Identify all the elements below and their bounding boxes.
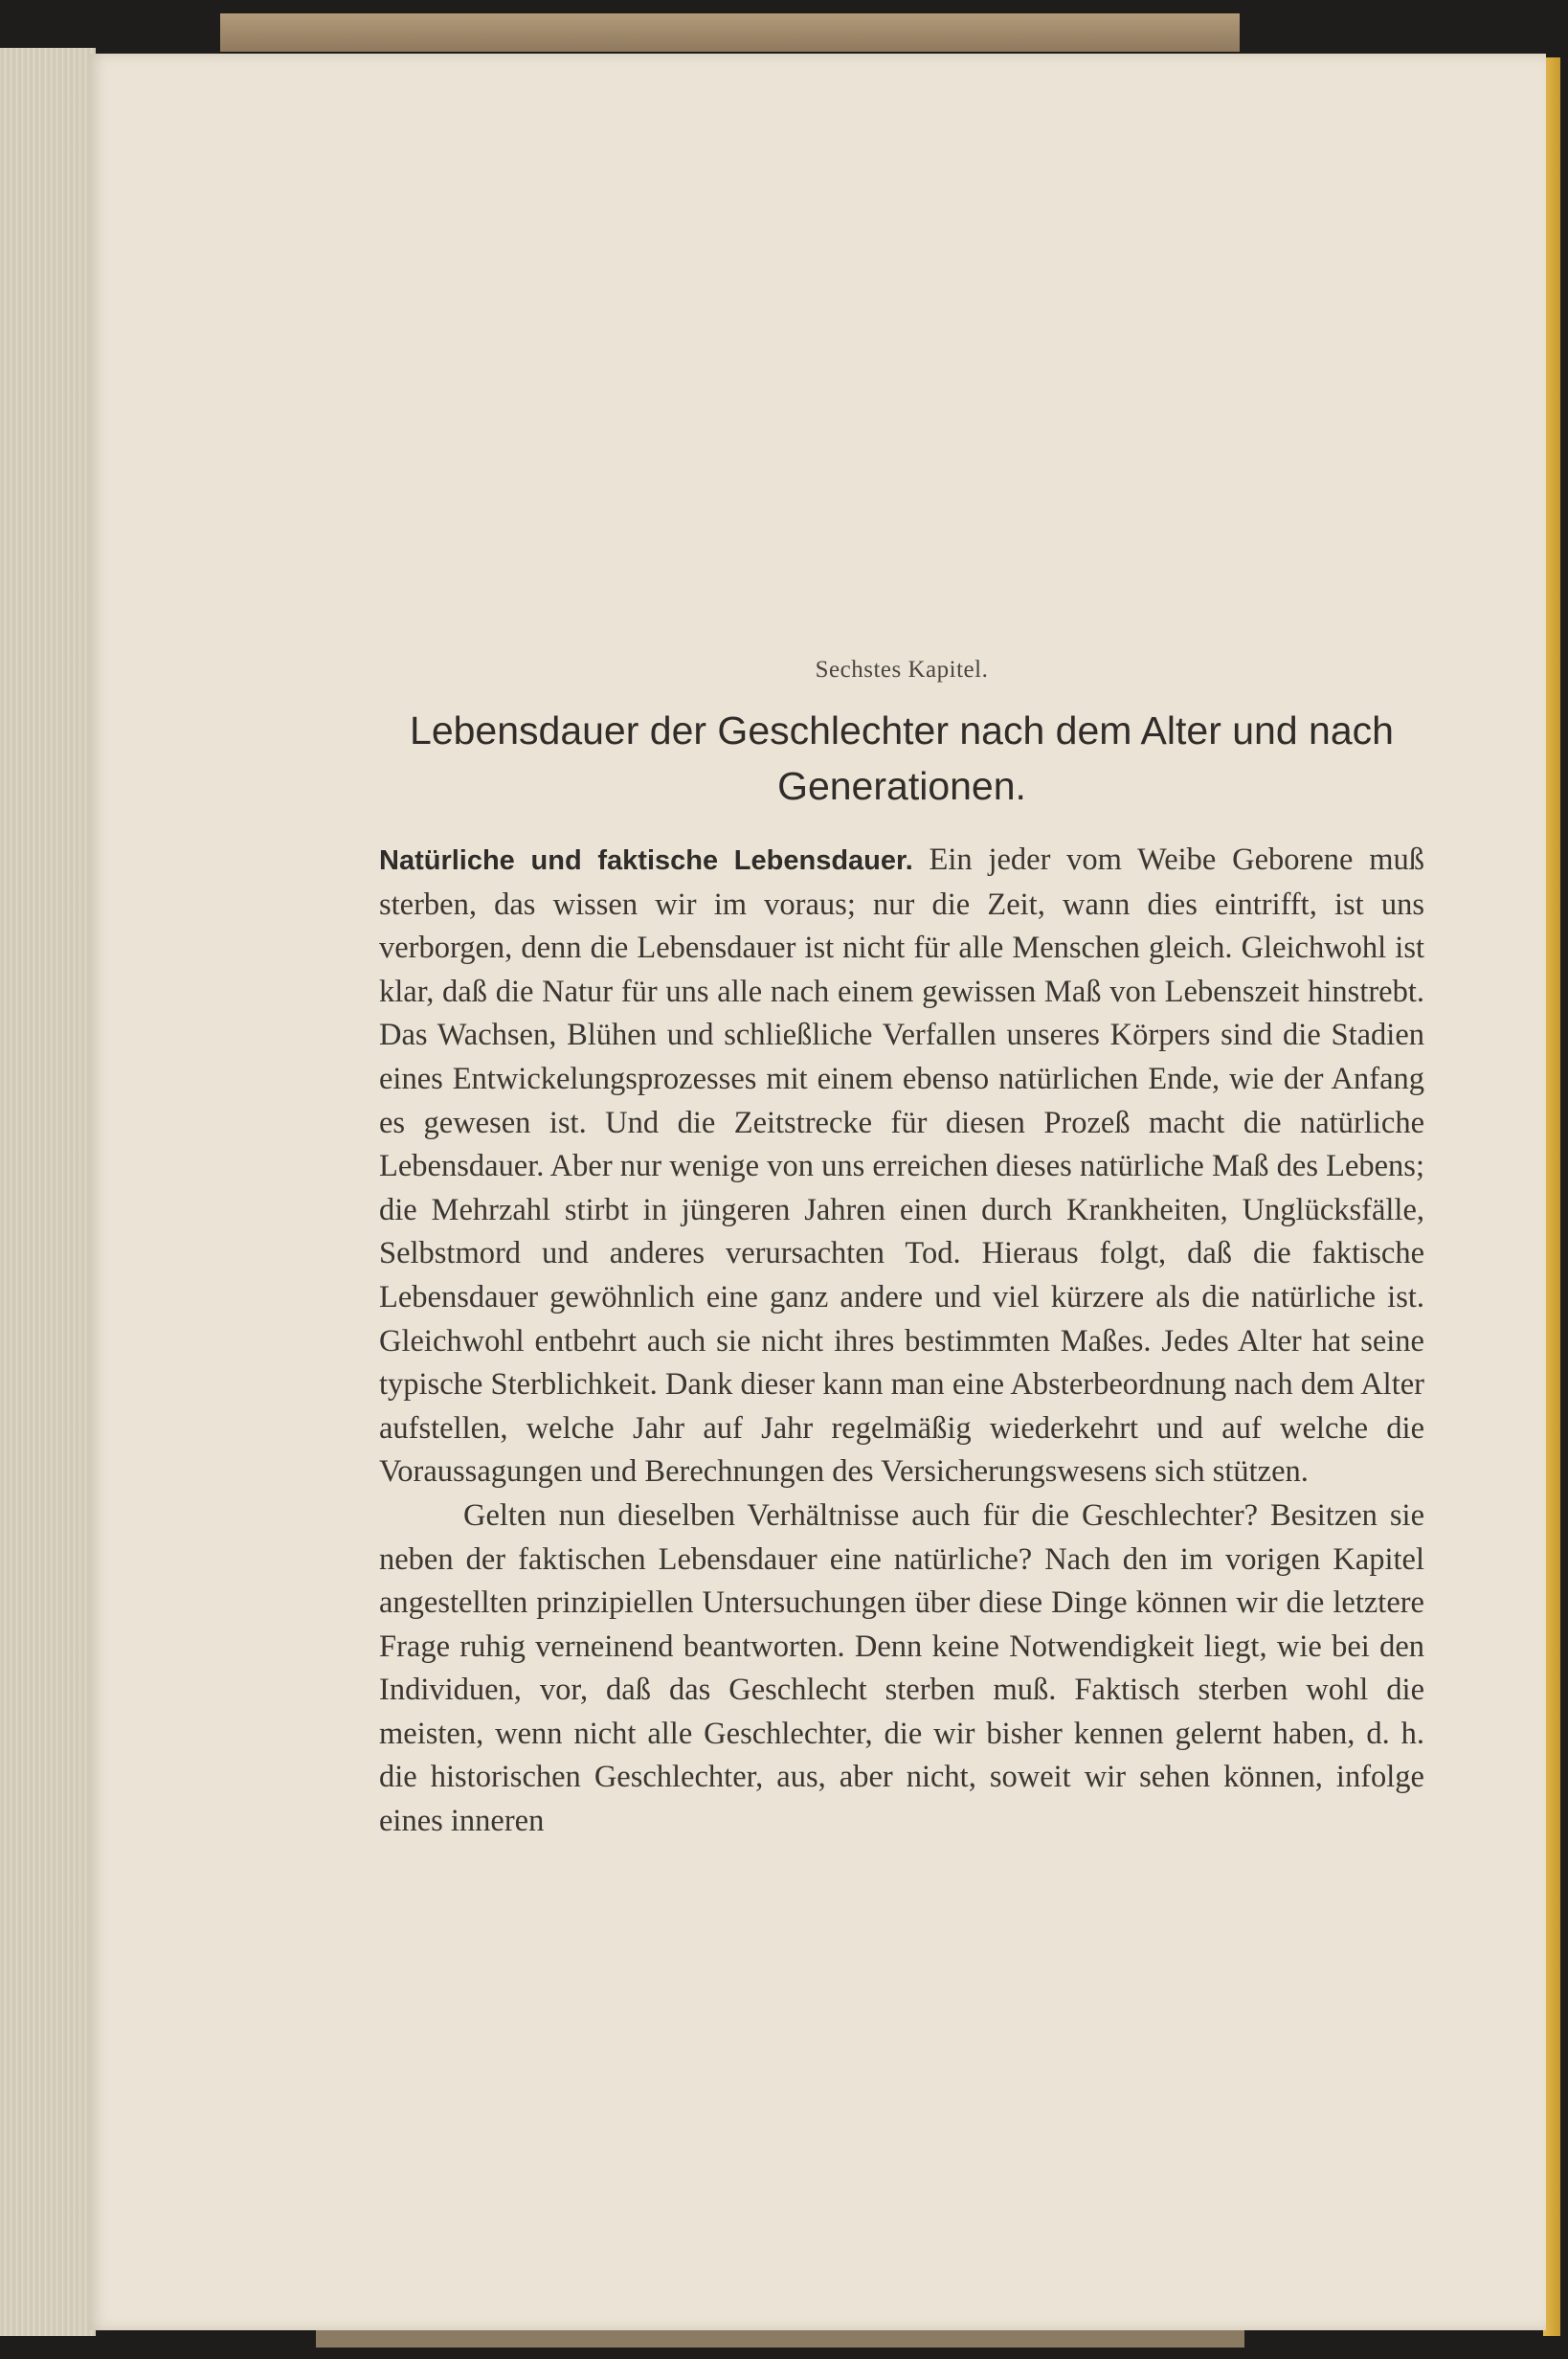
paragraph-1: [379, 839, 1424, 1494]
paragraph-1-text: Ein jeder vom Weibe Geborene muß sterben, das wissen wir im voraus; nur die Zeit, wann dies eintrifft, ist uns verborgen, denn die Lebensdauer ist nicht für alle Menschen gleich. Gleichwohl ist klar, daß die Natur für uns alle nach einem gewissen Maß von Lebenszeit hinstrebt. Das Wachsen, Blühen und schließliche Verfallen unseres Körpers sind die Stadien eines Entwickelungsprozesses mit einem ebenso natürlichen Ende, wie der Anfang es gewesen ist. Und die Zeitstrecke für diesen Prozeß macht die natürliche Lebensdauer. Aber nur wenige von uns erreichen dieses natürliche Maß des Lebens; die Mehrzahl stirbt in jüngeren Jahren einen durch Krankheiten, Unglücksfälle, Selbstmord und anderes verursachten Tod. Hieraus folgt, daß die faktische Lebensdauer gewöhnlich eine ganz andere und viel kürzere als die natürliche ist. Gleichwohl entbehrt auch sie nicht ihres bestimmten Maßes. Jedes Alter hat seine typische Sterblichkeit. Dank dieser kann man eine Absterbeordnung nach dem Alter aufstellen, welche Jahr auf Jahr regelmäßig wiederkehrt und auf welche die Voraussagungen und Berechnungen des Versicherungswesens sich stützen.: [379, 842, 1424, 1490]
paragraph-2-text: Gelten nun dieselben Verhältnisse auch für die Geschlechter? Besitzen sie neben der faktischen Lebensdauer eine natürliche? Nach den im vorigen Kapitel angestellten prinzipiellen Untersuchungen über diese Dinge können wir die letztere Frage ruhig verneinend beantworten. Denn keine Notwendigkeit liegt, wie bei den Individuen, vor, daß das Geschlecht sterben muß. Faktisch sterben wohl die meisten, wenn nicht alle Geschlechter, die wir bisher kennen gelernt haben, d. h. die historischen Geschlechter, aus, aber nicht, soweit wir sehen können, infolge eines inneren: [379, 1497, 1424, 1839]
section-heading: Natürliche und faktische Lebensdauer.: [379, 845, 913, 876]
book-bottom-edge: [316, 2330, 1244, 2348]
paragraph-2: [379, 1494, 1424, 1844]
chapter-title: Lebensdauer der Geschlechter nach dem Alter und nach Generationen.: [410, 708, 1394, 808]
page-stack-edge: [0, 48, 96, 2336]
book-top-edge: [220, 13, 1240, 52]
page-content: [379, 657, 1424, 1844]
chapter-label: Sechstes Kapitel.: [815, 657, 989, 683]
